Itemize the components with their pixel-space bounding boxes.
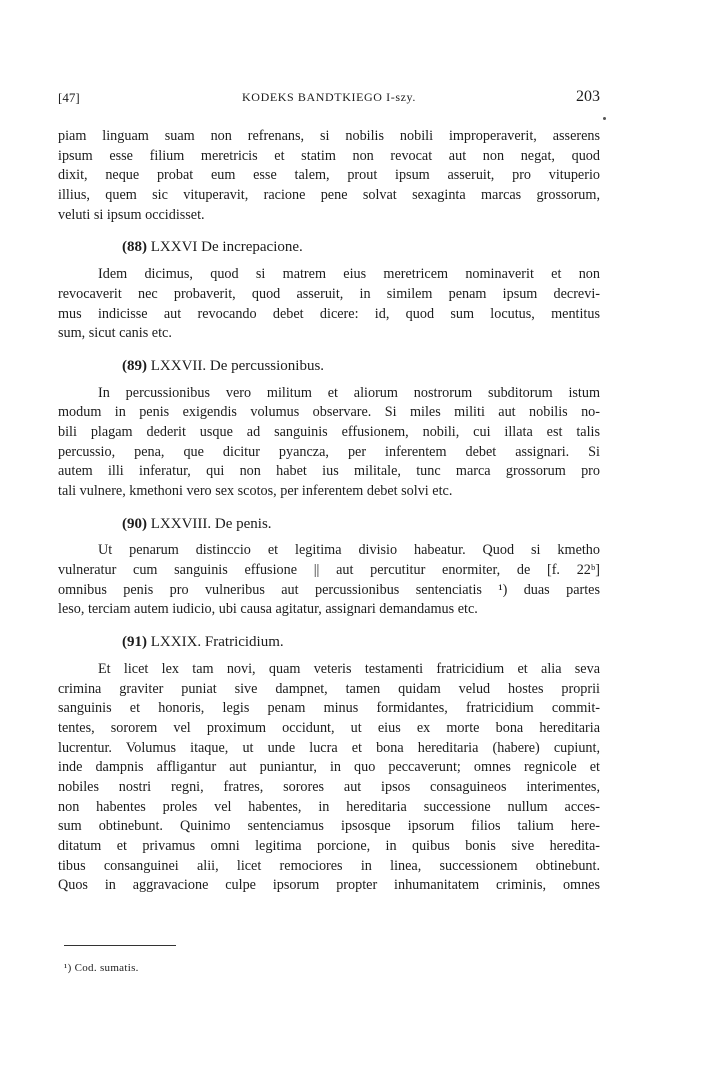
section-number: (89)	[122, 357, 147, 374]
section-number: (88)	[122, 239, 147, 256]
text-line: Ut penarum distinccio et legitima divisio habeatur. Quod si kmetho	[98, 542, 600, 559]
text-line: nobiles nostri regni, fratres, sorores aut ipsos consaguineos interimentes,	[58, 778, 600, 795]
text-line: Et licet lex tam novi, quam veteris testamenti fratricidium et alia seva	[98, 660, 600, 677]
section-title: LXXVIII. De penis.	[150, 515, 272, 532]
text-line: leso, terciam autem iudicio, ubi causa agitatur, assignari demandamus etc.	[58, 601, 478, 618]
text-line: veluti si ipsum occidisset.	[58, 206, 205, 223]
text-line: inde dampnis affligantur aut puniantur, in quo peccaverunt; omnes regnicole et	[58, 759, 600, 776]
section-heading	[58, 357, 600, 377]
text-line: bili plagam dederit usque ad sanguinis effusionem, nobili, cui illata est talis	[58, 423, 600, 440]
text-line: ipsum esse filium meretricis et statim non revocat aut non negat, quod	[58, 147, 600, 164]
text-line: percussio, pena, que dicitur pyancza, per inferentem debet assignari. Si	[58, 443, 600, 460]
text-line: autem illi inferatur, qui non habet ius militale, tunc marca grossorum pro	[58, 463, 600, 480]
section-heading	[58, 515, 600, 535]
section-title: LXXVI De increpacione.	[150, 239, 303, 256]
text-line: mus indicisse aut revocando debet dicere: id, quod sum locutus, mentitus	[58, 305, 600, 322]
section-number: (90)	[122, 515, 147, 532]
text-line: sum obtinebunt. Quinimo sentenciamus ipsosque ipsorum filios talium here-	[58, 818, 600, 835]
section-heading	[58, 633, 600, 653]
text-line: tentes, sororem vel proximum occidunt, ut eius ex morte bona hereditaria	[58, 719, 600, 736]
section-heading	[58, 238, 600, 258]
text-line: revocaverit nec probaverit, quod asseruit, in similem penam ipsum decrevi-	[58, 285, 600, 302]
text-line: omnibus penis pro vulneribus aut percussionibus sentenciatis ¹) duas partes	[58, 581, 600, 598]
body-text	[58, 127, 600, 896]
section-91	[58, 633, 600, 896]
text-line: piam linguam suam non refrenans, si nobilis nobili improperaverit, asserens	[58, 128, 600, 144]
text-line: non habentes proles vel habentes, in hereditaria successione nullum acces-	[58, 798, 600, 815]
text-line: Idem dicimus, quod si matrem eius meretricem nominaverit et non	[98, 266, 600, 283]
section-number: (91)	[122, 634, 147, 651]
text-line: ditatum et privamus omni legitima porcione, in quibus bonis sive heredita-	[58, 838, 600, 854]
text-line: sum, sicut canis etc.	[58, 325, 172, 342]
text-line: vulneratur cum sanguinis effusione || aut percutitur enormiter, de [f. 22ᵇ]	[58, 562, 600, 579]
text-line: sanguinis et honoris, legis penam minus formidantes, fratricidium commit-	[58, 700, 600, 717]
running-title: KODEKS BANDTKIEGO I-szy.	[242, 90, 416, 104]
chapter-number: [47]	[58, 90, 80, 105]
intro-paragraph	[58, 127, 600, 225]
running-head	[58, 88, 600, 110]
section-title: LXXVII. De percussionibus.	[150, 357, 325, 374]
text-line: tali vulnere, kmethoni vero sex scotos, per inferentem debet solvi etc.	[58, 483, 453, 499]
text-line: modum in penis exigendis volumus observare. Si miles militi aut nobilis no-	[58, 404, 600, 421]
text-line: illius, quem sic vituperavit, racione pene solvat sexaginta marcas grossorum,	[58, 187, 600, 204]
ink-speck	[603, 117, 606, 120]
section-title: LXXIX. Fratricidium.	[150, 634, 284, 651]
text-line: crimina graviter puniat sive dampnet, tamen quidam velud hostes proprii	[58, 680, 600, 697]
text-line: dixit, neque probat eum esse talem, prout ipsum asseruit, pro vituperio	[58, 167, 600, 184]
footnote-divider	[64, 945, 176, 946]
section-88	[58, 238, 600, 343]
footnote: ¹) Cod. sumatis.	[64, 962, 139, 974]
section-89	[58, 357, 600, 502]
text-line: lucrentur. Volumus itaque, ut unde lucra et bona hereditaria (habere) cupiunt,	[58, 739, 600, 756]
text-line: In percussionibus vero militum et aliorum nostrorum subditorum istum	[98, 384, 600, 401]
text-line: Quos in aggravacione culpe ipsorum propter inhumanitatem criminis, omnes	[58, 877, 600, 894]
text-line: tibus consanguinei alii, licet remociores in linea, successionem obtinebunt.	[58, 857, 600, 874]
page-number: 203	[576, 88, 600, 105]
section-90	[58, 515, 600, 620]
